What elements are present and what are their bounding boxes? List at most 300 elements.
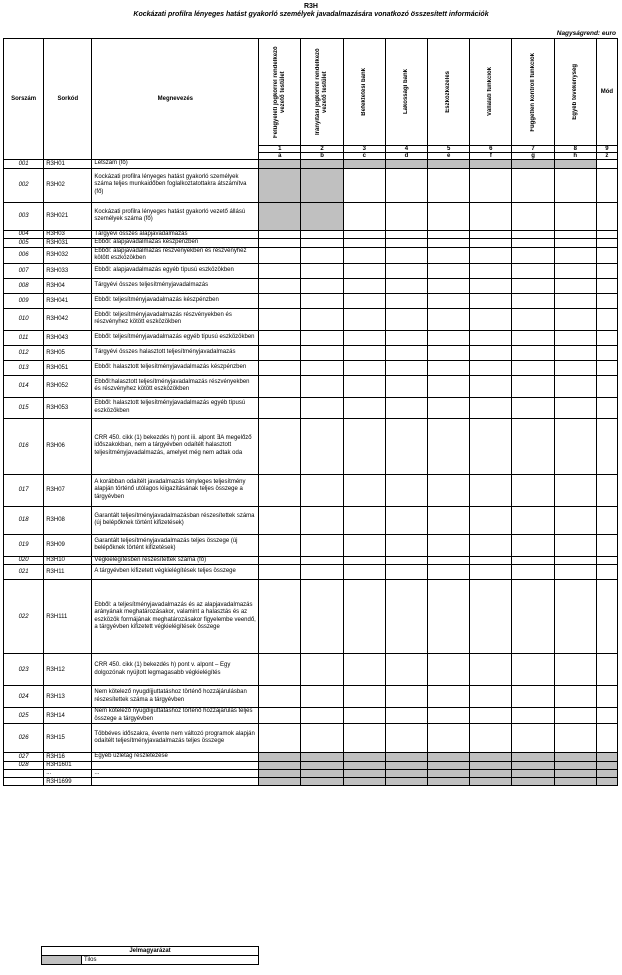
input-cell[interactable] xyxy=(343,686,385,708)
input-cell[interactable] xyxy=(428,686,470,708)
input-cell[interactable] xyxy=(385,397,427,418)
row-name: Tárgyévi összes alapjavadalmazás xyxy=(92,230,259,239)
input-cell[interactable] xyxy=(343,230,385,239)
input-cell[interactable] xyxy=(343,202,385,230)
input-cell[interactable] xyxy=(259,474,301,506)
input-cell[interactable] xyxy=(596,375,617,397)
input-cell[interactable] xyxy=(385,375,427,397)
input-cell[interactable] xyxy=(512,418,554,474)
input-cell[interactable] xyxy=(512,202,554,230)
input-cell[interactable] xyxy=(512,345,554,360)
table-row xyxy=(4,247,618,263)
row-ordinal: 023 xyxy=(4,654,44,686)
col-header-independent-control: Független kontroll funkciók xyxy=(512,39,554,146)
input-cell[interactable] xyxy=(428,724,470,753)
row-ordinal: 014 xyxy=(4,375,44,397)
input-cell[interactable] xyxy=(428,330,470,345)
input-cell[interactable] xyxy=(259,308,301,330)
input-cell[interactable] xyxy=(596,278,617,293)
row-name: Ebből: teljesítményjavadalmazás készpénzben xyxy=(92,293,259,308)
input-cell[interactable] xyxy=(301,418,343,474)
input-cell[interactable] xyxy=(596,556,617,565)
input-cell[interactable] xyxy=(343,308,385,330)
input-cell[interactable] xyxy=(512,247,554,263)
input-cell[interactable] xyxy=(470,556,512,565)
input-cell[interactable] xyxy=(428,418,470,474)
input-cell[interactable] xyxy=(301,278,343,293)
input-cell[interactable] xyxy=(470,168,512,202)
row-code: R3H04 xyxy=(44,278,92,293)
input-cell[interactable] xyxy=(343,397,385,418)
input-cell[interactable] xyxy=(428,580,470,654)
forbidden-cell xyxy=(428,753,470,762)
input-cell[interactable] xyxy=(596,580,617,654)
input-cell[interactable] xyxy=(428,345,470,360)
input-cell[interactable] xyxy=(343,263,385,278)
forbidden-cell xyxy=(470,761,512,769)
input-cell[interactable] xyxy=(596,202,617,230)
table-row xyxy=(4,168,618,202)
input-cell[interactable] xyxy=(385,580,427,654)
input-cell[interactable] xyxy=(428,360,470,375)
input-cell[interactable] xyxy=(301,263,343,278)
row-name: Ebből: teljesítményjavadalmazás részvényekben és részvényhez kötött eszközökben xyxy=(92,308,259,330)
input-cell[interactable] xyxy=(428,239,470,248)
row-ordinal: 022 xyxy=(4,580,44,654)
input-cell[interactable] xyxy=(470,506,512,534)
input-cell[interactable] xyxy=(554,534,596,556)
row-code: R3H12 xyxy=(44,654,92,686)
input-cell[interactable] xyxy=(385,345,427,360)
input-cell[interactable] xyxy=(428,534,470,556)
row-code: R3H08 xyxy=(44,506,92,534)
input-cell[interactable] xyxy=(428,397,470,418)
input-cell[interactable] xyxy=(301,375,343,397)
input-cell[interactable] xyxy=(554,202,596,230)
input-cell[interactable] xyxy=(554,556,596,565)
input-cell[interactable] xyxy=(259,360,301,375)
row-ordinal: 004 xyxy=(4,230,44,239)
input-cell[interactable] xyxy=(554,654,596,686)
input-cell[interactable] xyxy=(470,345,512,360)
forbidden-cell xyxy=(259,761,301,769)
input-cell[interactable] xyxy=(554,565,596,580)
input-cell[interactable] xyxy=(259,556,301,565)
input-cell[interactable] xyxy=(512,580,554,654)
row-name: Nem kötelező nyugdíjjuttatáshoz történő hozzájárulásban részesítettek száma a tárgyévben xyxy=(92,686,259,708)
row-ordinal: 021 xyxy=(4,565,44,580)
input-cell[interactable] xyxy=(385,654,427,686)
input-cell[interactable] xyxy=(596,230,617,239)
input-cell[interactable] xyxy=(428,247,470,263)
input-cell[interactable] xyxy=(554,708,596,724)
input-cell[interactable] xyxy=(301,565,343,580)
input-cell[interactable] xyxy=(596,239,617,248)
input-cell[interactable] xyxy=(428,654,470,686)
input-cell[interactable] xyxy=(596,308,617,330)
input-cell[interactable] xyxy=(343,506,385,534)
input-cell[interactable] xyxy=(259,565,301,580)
col-header-investment-bank: Befektetési bank xyxy=(343,39,385,146)
input-cell[interactable] xyxy=(596,686,617,708)
row-name: Egyéb üzletág részletezése xyxy=(92,753,259,762)
report-title: Kockázati profilra lényeges hatást gyakorló személyek javadalmazására vonatkozó összesített információk xyxy=(133,11,489,18)
input-cell[interactable] xyxy=(554,345,596,360)
input-cell[interactable] xyxy=(596,654,617,686)
input-cell[interactable] xyxy=(428,293,470,308)
input-cell[interactable] xyxy=(470,724,512,753)
row-name: A korábban odaítélt javadalmazás tényleges teljesítmény alapján történő utólagos kiigazításának teljes összege a tárgyévben xyxy=(92,474,259,506)
input-cell[interactable] xyxy=(301,247,343,263)
input-cell[interactable] xyxy=(554,686,596,708)
input-cell[interactable] xyxy=(343,724,385,753)
row-code: R3H041 xyxy=(44,293,92,308)
input-cell[interactable] xyxy=(385,360,427,375)
input-cell[interactable] xyxy=(470,654,512,686)
row-ordinal: 003 xyxy=(4,202,44,230)
input-cell[interactable] xyxy=(470,580,512,654)
input-cell[interactable] xyxy=(343,418,385,474)
input-cell[interactable] xyxy=(301,293,343,308)
input-cell[interactable] xyxy=(343,168,385,202)
input-cell[interactable] xyxy=(301,239,343,248)
input-cell[interactable] xyxy=(259,708,301,724)
input-cell[interactable] xyxy=(554,278,596,293)
input-cell[interactable] xyxy=(554,293,596,308)
input-cell[interactable] xyxy=(554,263,596,278)
input-cell[interactable] xyxy=(385,247,427,263)
input-cell[interactable] xyxy=(470,708,512,724)
input-cell[interactable] xyxy=(385,565,427,580)
input-cell[interactable] xyxy=(301,308,343,330)
input-cell[interactable] xyxy=(343,580,385,654)
table-row xyxy=(4,160,618,169)
input-cell[interactable] xyxy=(343,293,385,308)
table-row xyxy=(4,724,618,753)
forbidden-cell xyxy=(259,202,301,230)
input-cell[interactable] xyxy=(512,168,554,202)
input-cell[interactable] xyxy=(259,230,301,239)
input-cell[interactable] xyxy=(512,360,554,375)
input-cell[interactable] xyxy=(385,230,427,239)
input-cell[interactable] xyxy=(259,247,301,263)
forbidden-cell xyxy=(428,160,470,169)
input-cell[interactable] xyxy=(428,506,470,534)
row-code: R3H042 xyxy=(44,308,92,330)
row-name: CRR 450. cikk (1) bekezdés h) pont iii. alpont ∃A megelőző időszakokban, nem a tárgyévben odaítélt halasztott teljesítményjavadalmazás, amelyet még nem adtak oda xyxy=(92,418,259,474)
input-cell[interactable] xyxy=(343,708,385,724)
row-ordinal: 011 xyxy=(4,330,44,345)
input-cell[interactable] xyxy=(554,375,596,397)
input-cell[interactable] xyxy=(428,168,470,202)
input-cell[interactable] xyxy=(343,360,385,375)
row-ordinal: 001 xyxy=(4,160,44,169)
input-cell[interactable] xyxy=(596,247,617,263)
input-cell[interactable] xyxy=(301,397,343,418)
row-name: ... xyxy=(92,769,259,778)
input-cell[interactable] xyxy=(596,565,617,580)
input-cell[interactable] xyxy=(428,230,470,239)
input-cell[interactable] xyxy=(259,686,301,708)
input-cell[interactable] xyxy=(343,375,385,397)
input-cell[interactable] xyxy=(470,397,512,418)
input-cell[interactable] xyxy=(259,345,301,360)
input-cell[interactable] xyxy=(385,686,427,708)
input-cell[interactable] xyxy=(259,397,301,418)
input-cell[interactable] xyxy=(512,239,554,248)
row-code: R3H06 xyxy=(44,418,92,474)
input-cell[interactable] xyxy=(385,263,427,278)
input-cell[interactable] xyxy=(512,397,554,418)
input-cell[interactable] xyxy=(470,247,512,263)
input-cell[interactable] xyxy=(554,580,596,654)
col-number: 5 xyxy=(428,146,470,153)
table-row xyxy=(4,375,618,397)
input-cell[interactable] xyxy=(470,375,512,397)
input-cell[interactable] xyxy=(512,565,554,580)
input-cell[interactable] xyxy=(343,654,385,686)
input-cell[interactable] xyxy=(596,160,617,169)
input-cell[interactable] xyxy=(554,247,596,263)
row-code: ... xyxy=(44,769,92,778)
input-cell[interactable] xyxy=(596,345,617,360)
table-row xyxy=(4,397,618,418)
input-cell[interactable] xyxy=(301,360,343,375)
input-cell[interactable] xyxy=(428,308,470,330)
row-code: R3H11 xyxy=(44,565,92,580)
input-cell[interactable] xyxy=(428,556,470,565)
input-cell[interactable] xyxy=(259,278,301,293)
input-cell[interactable] xyxy=(596,360,617,375)
input-cell[interactable] xyxy=(428,565,470,580)
input-cell[interactable] xyxy=(470,418,512,474)
col-number: 7 xyxy=(512,146,554,153)
input-cell[interactable] xyxy=(259,506,301,534)
input-cell[interactable] xyxy=(301,708,343,724)
input-cell[interactable] xyxy=(385,278,427,293)
input-cell[interactable] xyxy=(343,247,385,263)
input-cell[interactable] xyxy=(554,418,596,474)
forbidden-cell xyxy=(470,160,512,169)
input-cell[interactable] xyxy=(385,724,427,753)
table-row xyxy=(4,654,618,686)
input-cell[interactable] xyxy=(385,418,427,474)
col-letter: f xyxy=(470,153,512,160)
input-cell[interactable] xyxy=(554,239,596,248)
input-cell[interactable] xyxy=(343,565,385,580)
input-cell[interactable] xyxy=(259,263,301,278)
input-cell[interactable] xyxy=(343,239,385,248)
input-cell[interactable] xyxy=(554,308,596,330)
input-cell[interactable] xyxy=(596,168,617,202)
input-cell[interactable] xyxy=(259,239,301,248)
input-cell[interactable] xyxy=(470,686,512,708)
input-cell[interactable] xyxy=(596,506,617,534)
input-cell[interactable] xyxy=(554,724,596,753)
input-cell[interactable] xyxy=(596,418,617,474)
input-cell[interactable] xyxy=(512,556,554,565)
input-cell[interactable] xyxy=(301,686,343,708)
row-name: Többéves időszakra, évente nem változó programok alapján odaítélt teljesítményjavadalmazás teljes összege xyxy=(92,724,259,753)
row-code: R3H05 xyxy=(44,345,92,360)
input-cell[interactable] xyxy=(259,375,301,397)
input-cell[interactable] xyxy=(385,506,427,534)
input-cell[interactable] xyxy=(259,580,301,654)
input-cell[interactable] xyxy=(512,230,554,239)
row-ordinal: 024 xyxy=(4,686,44,708)
input-cell[interactable] xyxy=(385,202,427,230)
input-cell[interactable] xyxy=(470,293,512,308)
input-cell[interactable] xyxy=(596,724,617,753)
forbidden-cell xyxy=(259,160,301,169)
input-cell[interactable] xyxy=(428,474,470,506)
row-ordinal: 008 xyxy=(4,278,44,293)
input-cell[interactable] xyxy=(343,278,385,293)
col-letter: h xyxy=(554,153,596,160)
row-name: Ebből: alapjavadalmazás részvényekben és részvényhez kötött eszközökben xyxy=(92,247,259,263)
input-cell[interactable] xyxy=(259,534,301,556)
row-name: Kockázati profilra lényeges hatást gyakorló vezető állású személyek száma (fő) xyxy=(92,202,259,230)
input-cell[interactable] xyxy=(385,534,427,556)
input-cell[interactable] xyxy=(385,239,427,248)
input-cell[interactable] xyxy=(554,506,596,534)
input-cell[interactable] xyxy=(512,654,554,686)
input-cell[interactable] xyxy=(343,534,385,556)
input-cell[interactable] xyxy=(301,330,343,345)
input-cell[interactable] xyxy=(512,330,554,345)
input-cell[interactable] xyxy=(512,534,554,556)
forbidden-cell xyxy=(470,769,512,778)
row-code: R3H14 xyxy=(44,708,92,724)
input-cell[interactable] xyxy=(301,534,343,556)
row-name: Ebből: alapjavadalmazás egyéb típusú eszközökben xyxy=(92,263,259,278)
input-cell[interactable] xyxy=(554,360,596,375)
row-ordinal: 018 xyxy=(4,506,44,534)
input-cell[interactable] xyxy=(428,263,470,278)
input-cell[interactable] xyxy=(470,330,512,345)
col-header-name: Megnevezés xyxy=(92,39,259,160)
col-header-other-activity: Egyéb tevékenység xyxy=(554,39,596,146)
table-row xyxy=(4,308,618,330)
input-cell[interactable] xyxy=(596,330,617,345)
row-code: R3H02 xyxy=(44,168,92,202)
forbidden-cell xyxy=(470,778,512,786)
input-cell[interactable] xyxy=(470,534,512,556)
input-cell[interactable] xyxy=(470,474,512,506)
input-cell[interactable] xyxy=(301,724,343,753)
input-cell[interactable] xyxy=(512,474,554,506)
input-cell[interactable] xyxy=(470,360,512,375)
forbidden-cell xyxy=(512,160,554,169)
input-cell[interactable] xyxy=(343,556,385,565)
input-cell[interactable] xyxy=(512,724,554,753)
input-cell[interactable] xyxy=(385,708,427,724)
input-cell[interactable] xyxy=(596,397,617,418)
table-row xyxy=(4,474,618,506)
input-cell[interactable] xyxy=(512,686,554,708)
input-cell[interactable] xyxy=(512,278,554,293)
input-cell[interactable] xyxy=(470,278,512,293)
input-cell[interactable] xyxy=(301,556,343,565)
input-cell[interactable] xyxy=(428,375,470,397)
table-row xyxy=(4,580,618,654)
input-cell[interactable] xyxy=(259,724,301,753)
input-cell[interactable] xyxy=(596,263,617,278)
input-cell[interactable] xyxy=(470,202,512,230)
input-cell[interactable] xyxy=(301,654,343,686)
input-cell[interactable] xyxy=(259,330,301,345)
input-cell[interactable] xyxy=(470,230,512,239)
input-cell[interactable] xyxy=(343,474,385,506)
input-cell[interactable] xyxy=(554,397,596,418)
row-name: Garantált teljesítményjavadalmazás teljes összege (új belépőknek történt kifizetések) xyxy=(92,534,259,556)
input-cell[interactable] xyxy=(512,506,554,534)
input-cell[interactable] xyxy=(512,293,554,308)
col-number: 4 xyxy=(385,146,427,153)
row-ordinal: 007 xyxy=(4,263,44,278)
input-cell[interactable] xyxy=(259,654,301,686)
input-cell[interactable] xyxy=(385,556,427,565)
row-code: R3H09 xyxy=(44,534,92,556)
input-cell[interactable] xyxy=(512,263,554,278)
input-cell[interactable] xyxy=(343,345,385,360)
col-letter: b xyxy=(301,153,343,160)
input-cell[interactable] xyxy=(428,202,470,230)
input-cell[interactable] xyxy=(596,474,617,506)
input-cell[interactable] xyxy=(512,375,554,397)
input-cell[interactable] xyxy=(470,308,512,330)
input-cell[interactable] xyxy=(470,263,512,278)
input-cell[interactable] xyxy=(554,474,596,506)
input-cell[interactable] xyxy=(554,230,596,239)
table-row xyxy=(4,708,618,724)
input-cell[interactable] xyxy=(470,239,512,248)
forbidden-cell xyxy=(554,761,596,769)
input-cell[interactable] xyxy=(512,708,554,724)
row-code: R3H111 xyxy=(44,580,92,654)
forbidden-cell xyxy=(259,769,301,778)
input-cell[interactable] xyxy=(428,708,470,724)
input-cell[interactable] xyxy=(343,330,385,345)
input-cell[interactable] xyxy=(385,474,427,506)
input-cell[interactable] xyxy=(385,293,427,308)
input-cell[interactable] xyxy=(301,474,343,506)
row-ordinal: 020 xyxy=(4,556,44,565)
input-cell[interactable] xyxy=(301,345,343,360)
input-cell[interactable] xyxy=(385,330,427,345)
input-cell[interactable] xyxy=(301,580,343,654)
forbidden-cell xyxy=(385,761,427,769)
input-cell[interactable] xyxy=(554,330,596,345)
input-cell[interactable] xyxy=(596,708,617,724)
table-row xyxy=(4,360,618,375)
forbidden-cell xyxy=(470,753,512,762)
input-cell[interactable] xyxy=(470,565,512,580)
input-cell[interactable] xyxy=(385,168,427,202)
input-cell[interactable] xyxy=(259,418,301,474)
input-cell[interactable] xyxy=(596,293,617,308)
input-cell[interactable] xyxy=(301,506,343,534)
forbidden-cell xyxy=(596,769,617,778)
col-header-ordinal: Sorszám xyxy=(4,39,44,160)
input-cell[interactable] xyxy=(512,308,554,330)
input-cell[interactable] xyxy=(596,534,617,556)
input-cell[interactable] xyxy=(428,278,470,293)
input-cell[interactable] xyxy=(385,308,427,330)
input-cell[interactable] xyxy=(554,168,596,202)
input-cell[interactable] xyxy=(301,230,343,239)
input-cell[interactable] xyxy=(259,293,301,308)
